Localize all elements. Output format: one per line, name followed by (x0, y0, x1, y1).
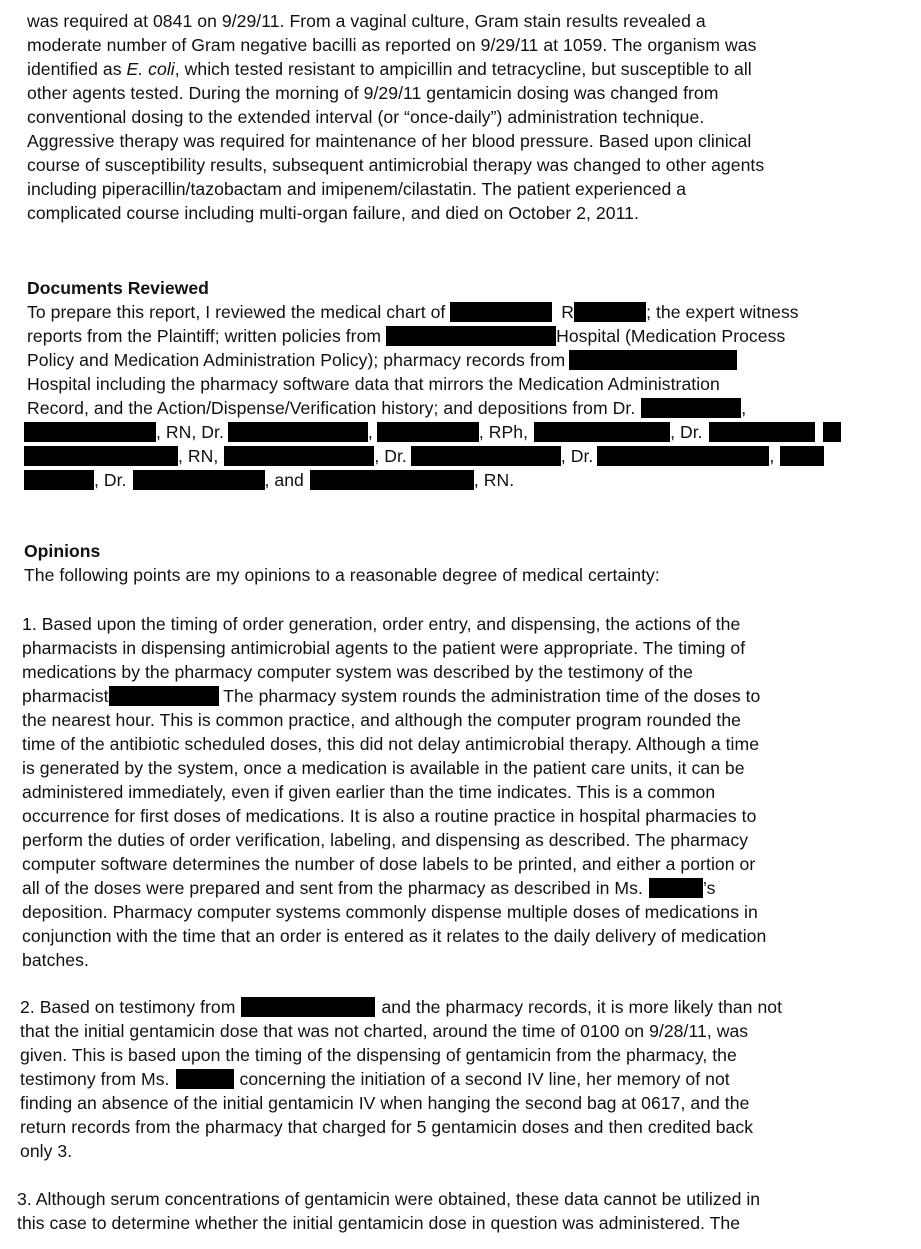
redaction-block (310, 470, 474, 490)
text-span: Record, and the Action/Dispense/Verification history; and depositions from Dr. (27, 398, 636, 418)
redaction-block (24, 422, 156, 442)
text-line: occurrence for first doses of medications. It is also a routine practice in hospital pharmacies to (22, 806, 757, 826)
text-line (24, 468, 514, 492)
text-line (22, 876, 715, 900)
redaction-block (24, 470, 94, 490)
text-span: all of the doses were prepared and sent from the pharmacy as described in Ms. (22, 878, 643, 898)
redaction-block (574, 302, 646, 322)
text-line (27, 324, 785, 348)
text-span: Hospital (Medication Process (556, 326, 786, 346)
redaction-block (569, 350, 737, 370)
text-line: that the initial gentamicin dose that was not charted, around the time of 0100 on 9/28/11, was (20, 1021, 749, 1041)
text-line: finding an absence of the initial gentamicin IV when hanging the second bag at 0617, and the (20, 1093, 750, 1113)
text-line: complicated course including multi-organ failure, and died on October 2, 2011. (27, 203, 639, 223)
text-line: only 3. (20, 1141, 73, 1161)
text-span: ’s (702, 878, 716, 898)
text-line: 3. Although serum concentrations of gentamicin were obtained, these data cannot be utilized in (17, 1189, 761, 1209)
section-heading-opinions: Opinions (24, 541, 101, 561)
text-span: , (367, 422, 373, 442)
text-span: , RPh, (478, 422, 529, 442)
text-line (27, 57, 752, 81)
text-line: Hospital including the pharmacy software data that mirrors the Medication Administration (27, 374, 720, 394)
text-span: 2. Based on testimony from (20, 997, 236, 1017)
text-line (20, 1067, 730, 1091)
text-span: , Dr. (670, 422, 703, 442)
redaction-block (649, 878, 703, 898)
text-line: medications by the pharmacy computer system was described by the testimony of the (22, 662, 693, 682)
text-line (27, 300, 799, 324)
text-line: other agents tested. During the morning of 9/29/11 gentamicin dosing was changed from (27, 83, 719, 103)
section-heading-documents-reviewed: Documents Reviewed (27, 278, 209, 298)
text-span: reports from the Plaintiff; written policies from (27, 326, 387, 346)
text-line: administered immediately, even if given earlier than the time indicates. This is a common (22, 782, 716, 802)
text-line: return records from the pharmacy that charged for 5 gentamicin doses and then credited back (20, 1117, 754, 1137)
text-line: is generated by the system, once a medication is available in the patient care units, it can be (22, 758, 745, 778)
text-line (20, 995, 782, 1019)
text-line: The following points are my opinions to a reasonable degree of medical certainty: (24, 565, 660, 585)
text-line: time of the antibiotic scheduled doses, this did not delay antimicrobial therapy. Although a time (22, 734, 760, 754)
text-span: pharmacist (22, 686, 109, 706)
text-line (24, 420, 841, 444)
organism-name: E. coli (126, 59, 175, 79)
text-span: , RN. (473, 470, 515, 490)
redaction-block (228, 422, 368, 442)
redaction-block (377, 422, 479, 442)
text-span: The pharmacy system rounds the administration time of the doses to (218, 686, 761, 706)
redaction-block (109, 686, 219, 706)
text-line: course of susceptibility results, subsequent antimicrobial therapy was changed to other agents (27, 155, 765, 175)
text-span: , which tested resistant to ampicillin and tetracycline, but susceptible to all (174, 59, 752, 79)
text-line: Aggressive therapy was required for maintenance of her blood pressure. Based upon clinical (27, 131, 752, 151)
text-span: identified as (27, 59, 127, 79)
text-span: and the pharmacy records, it is more likely than not (381, 997, 783, 1017)
text-line: this case to determine whether the initial gentamicin dose in question was administered. The (17, 1213, 741, 1233)
text-span: R (561, 302, 575, 322)
text-line: perform the duties of order verification, labeling, and dispensing as described. The pharmacy (22, 830, 749, 850)
text-line: including piperacillin/tazobactam and imipenem/cilastatin. The patient experienced a (27, 179, 687, 199)
redaction-block (133, 470, 265, 490)
text-span: , Dr. (94, 470, 127, 490)
redaction-block (24, 446, 178, 466)
text-line: the nearest hour. This is common practice, and although the computer program rounded the (22, 710, 741, 730)
redaction-block (709, 422, 815, 442)
text-span: , and (264, 470, 304, 490)
text-line: deposition. Pharmacy computer systems commonly dispense multiple doses of medications in (22, 902, 758, 922)
redaction-block (534, 422, 670, 442)
text-line: batches. (22, 950, 89, 970)
redaction-block (224, 446, 374, 466)
redaction-block (597, 446, 769, 466)
redaction-block (411, 446, 561, 466)
text-line: pharmacists in dispensing antimicrobial agents to the patient were appropriate. The timing of (22, 638, 746, 658)
redaction-block (241, 997, 375, 1017)
text-line: given. This is based upon the timing of the dispensing of gentamicin from the pharmacy, the (20, 1045, 737, 1065)
text-line: computer software determines the number of dose labels to be printed, and either a portion or (22, 854, 756, 874)
text-span: , (769, 446, 775, 466)
redaction-block (780, 446, 824, 466)
text-line: moderate number of Gram negative bacilli as reported on 9/29/11 at 1059. The organism was (27, 35, 757, 55)
text-line: conjunction with the time that an order is entered as it relates to the daily delivery of medication (22, 926, 767, 946)
text-span: To prepare this report, I reviewed the medical chart of (27, 302, 451, 322)
text-line: conventional dosing to the extended interval (or “once-daily”) administration technique. (27, 107, 705, 127)
text-line (24, 444, 824, 468)
text-span: , Dr. (374, 446, 407, 466)
redaction-block (641, 398, 741, 418)
text-line: was required at 0841 on 9/29/11. From a vaginal culture, Gram stain results revealed a (27, 11, 706, 31)
text-line (27, 396, 746, 420)
redaction-block (823, 422, 841, 442)
text-line (27, 348, 737, 372)
text-span: concerning the initiation of a second IV line, her memory of not (239, 1069, 730, 1089)
text-span: , Dr. (560, 446, 594, 466)
text-line: 1. Based upon the timing of order generation, order entry, and dispensing, the actions of the (22, 614, 741, 634)
text-line (22, 684, 760, 708)
text-span: testimony from Ms. (20, 1069, 170, 1089)
text-span: , (741, 398, 747, 418)
redaction-block (386, 326, 556, 346)
text-span: Policy and Medication Administration Policy); pharmacy records from (27, 350, 566, 370)
text-span: ; the expert witness (646, 302, 799, 322)
text-span: , RN, Dr. (156, 422, 224, 442)
text-span: , RN, (178, 446, 219, 466)
redaction-block (176, 1069, 234, 1089)
redaction-block (450, 302, 552, 322)
